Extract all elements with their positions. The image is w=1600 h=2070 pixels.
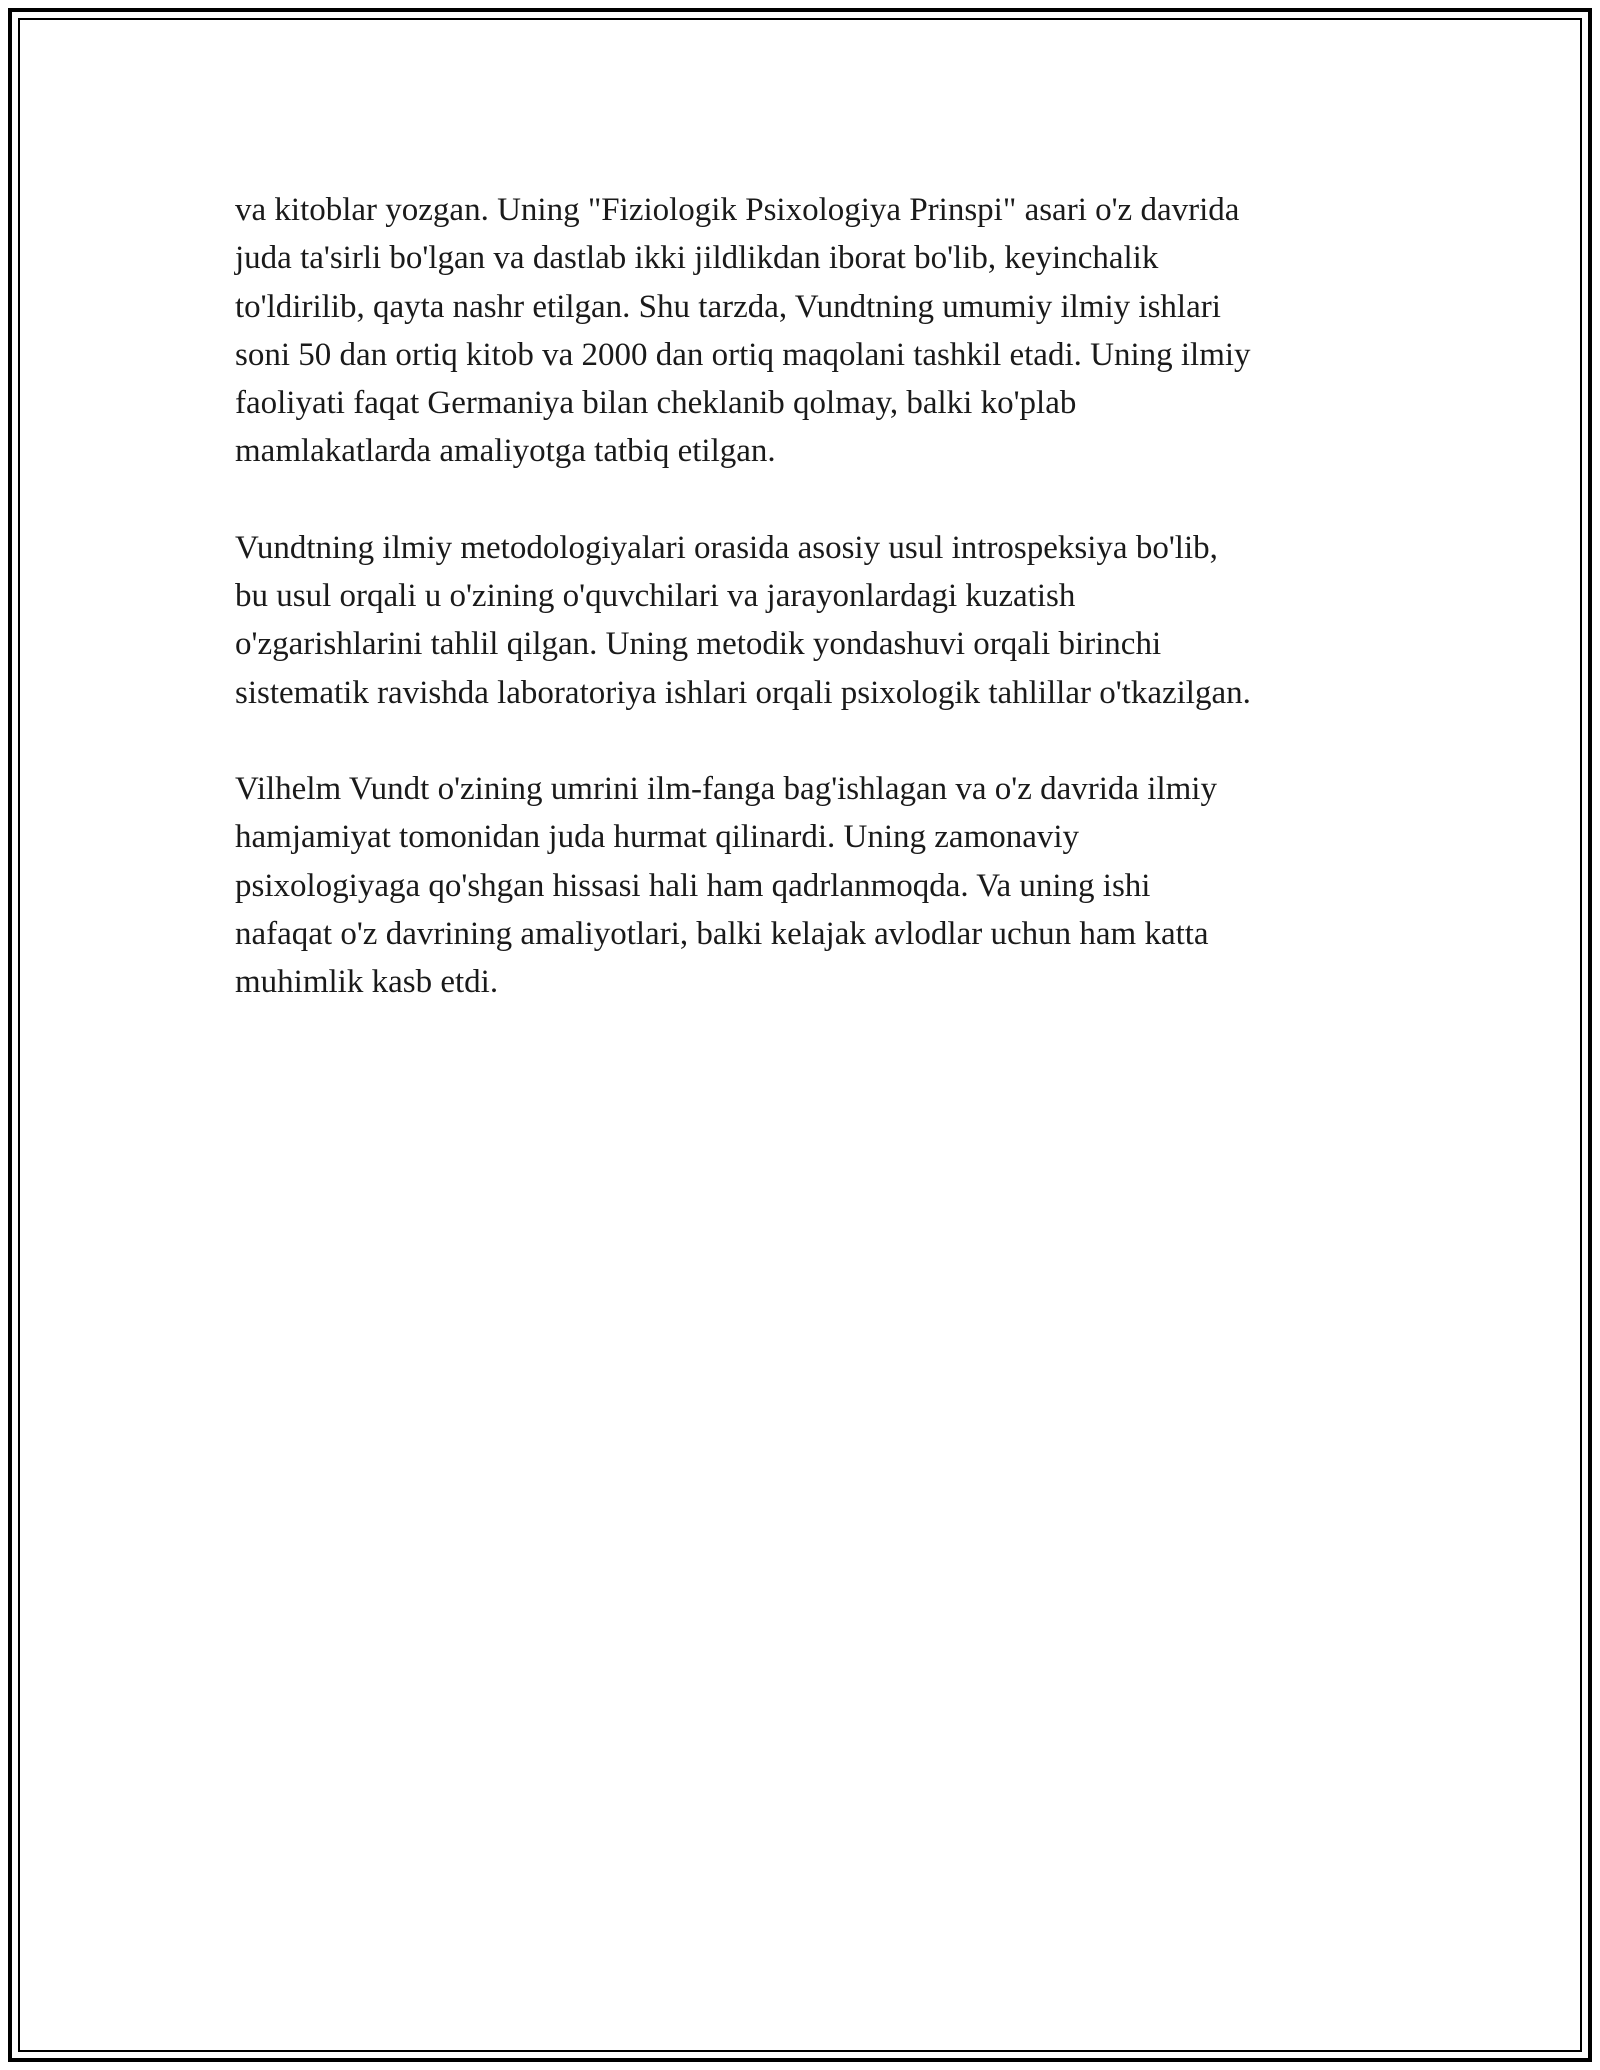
text-line: Vundtning ilmiy metodologiyalari orasida asosiy usul introspeksiya bo'lib, xyxy=(235,529,1218,566)
text-line: nafaqat o'z davrining amaliyotlari, balki kelajak avlodlar uchun ham katta xyxy=(235,915,1209,952)
text-line: juda ta'sirli bo'lgan va dastlab ikki jildlikdan iborat bo'lib, keyinchalik xyxy=(235,240,1159,277)
paragraph-2 xyxy=(235,524,1370,717)
text-line: hamjamiyat tomonidan juda hurmat qilinardi. Uning zamonaviy xyxy=(235,819,1080,856)
text-line: muhimlik kasb etdi. xyxy=(235,964,499,1001)
paragraph-3 xyxy=(235,765,1370,1006)
text-line: sistematik ravishda laboratoriya ishlari orqali psixologik tahlillar o'tkazilgan. xyxy=(235,674,1251,711)
text-line: va kitoblar yozgan. Uning "Fiziologik Psixologiya Prinspi" asari o'z davrida xyxy=(235,192,1240,228)
paragraph-1 xyxy=(235,186,1370,476)
text-line: bu usul orqali u o'zining o'quvchilari va jarayonlardagi kuzatish xyxy=(235,578,1076,615)
document-body xyxy=(235,186,1370,1054)
text-line: mamlakatlarda amaliyotga tatbiq etilgan. xyxy=(235,433,776,470)
text-line: o'zgarishlarini tahlil qilgan. Uning metodik yondashuvi orqali birinchi xyxy=(235,626,1162,663)
text-line: faoliyati faqat Germaniya bilan cheklanib qolmay, balki ko'plab xyxy=(235,385,1077,422)
text-line: psixologiyaga qo'shgan hissasi hali ham qadrlanmoqda. Va uning ishi xyxy=(235,867,1151,904)
text-line: soni 50 dan ortiq kitob va 2000 dan ortiq maqolani tashkil etadi. Uning ilmiy xyxy=(235,336,1251,373)
text-line: to'ldirilib, qayta nashr etilgan. Shu tarzda, Vundtning umumiy ilmiy ishlari xyxy=(235,288,1221,325)
text-line: Vilhelm Vundt o'zining umrini ilm-fanga bag'ishlagan va o'z davrida ilmiy xyxy=(235,770,1217,807)
